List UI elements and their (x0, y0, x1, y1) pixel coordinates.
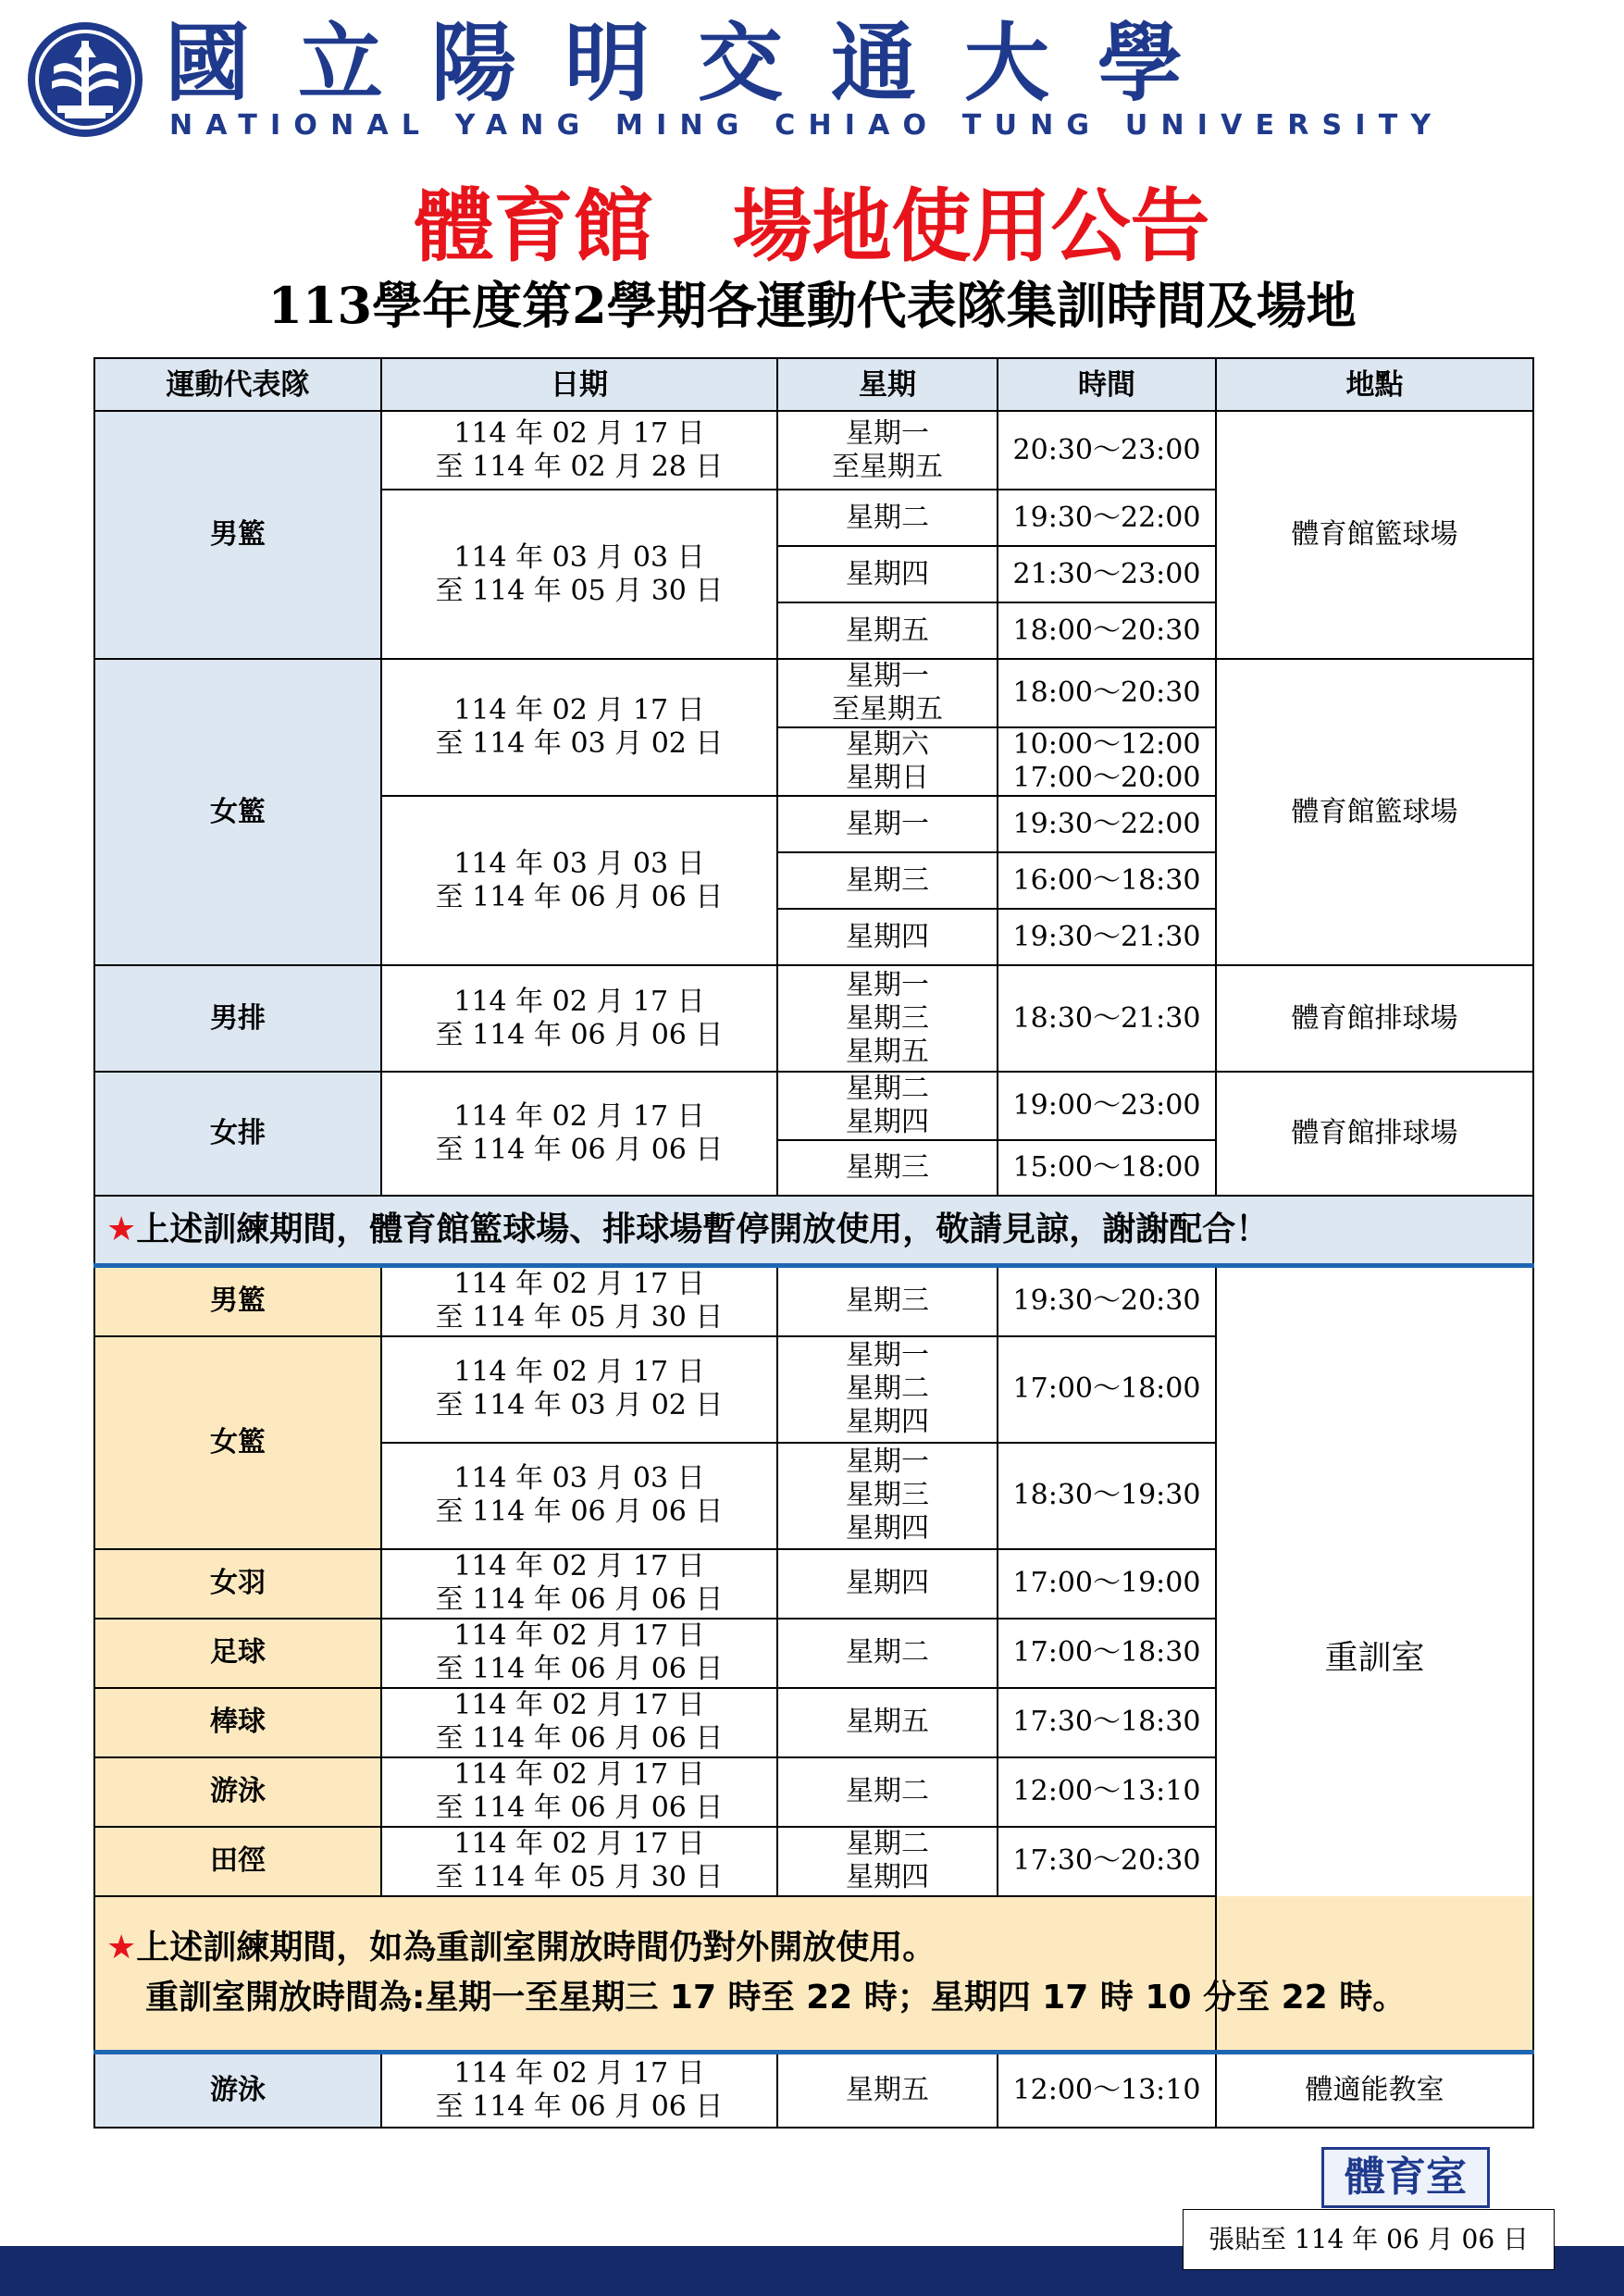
time-cell: 17:30～20:30 (998, 1827, 1216, 1896)
venue-cell: 重訓室 (1216, 1266, 1533, 2053)
time-cell: 15:00～18:00 (998, 1140, 1216, 1196)
weekday-cell: 星期一 星期三 星期四 (777, 1443, 998, 1549)
weekday-cell: 星期五 (777, 1688, 998, 1757)
date-cell: 114 年 02 月 17 日 至 114 年 06 月 06 日 (381, 1619, 777, 1688)
notice-text: ★上述訓練期間，如為重訓室開放時間仍對外開放使用。 重訓室開放時間為:星期一至星期三 17 時至 22 時；星期四 17 時 10 分至 22 時。 (94, 1896, 1533, 2053)
date-cell: 114 年 02 月 17 日 至 114 年 06 月 06 日 (381, 965, 777, 1072)
column-header-time: 時間 (998, 358, 1216, 411)
venue-cell: 體育館籃球場 (1216, 411, 1533, 659)
weekday-cell: 星期六 星期日 (777, 727, 998, 796)
time-cell: 18:30～21:30 (998, 965, 1216, 1072)
time-cell: 18:30～19:30 (998, 1443, 1216, 1549)
date-cell: 114 年 02 月 17 日 至 114 年 05 月 30 日 (381, 1827, 777, 1896)
table-row (94, 1072, 1533, 1140)
date-cell: 114 年 02 月 17 日 至 114 年 06 月 06 日 (381, 1072, 777, 1196)
star-icon: ★ (106, 1210, 137, 1248)
time-cell: 17:00～18:30 (998, 1619, 1216, 1688)
date-cell: 114 年 02 月 17 日 至 114 年 06 月 06 日 (381, 1549, 777, 1619)
weekday-cell: 星期二 星期四 (777, 1072, 998, 1140)
announcement-title: 體育館 場地使用公告 (414, 180, 1210, 273)
time-cell: 17:30～18:30 (998, 1688, 1216, 1757)
team-cell: 足球 (94, 1619, 381, 1688)
venue-cell: 體適能教室 (1216, 2052, 1533, 2128)
university-name-chinese: 國立陽明交通大學 (165, 14, 1232, 113)
weekday-cell: 星期三 (777, 1266, 998, 1336)
weekday-cell: 星期四 (777, 546, 998, 602)
weekday-cell: 星期一 至星期五 (777, 659, 998, 727)
table-row (94, 659, 1533, 727)
weekday-cell: 星期二 (777, 490, 998, 546)
weekday-cell: 星期三 (777, 852, 998, 909)
weekday-cell: 星期二 (777, 1619, 998, 1688)
weekday-cell: 星期三 (777, 1140, 998, 1196)
time-cell: 18:00～20:30 (998, 602, 1216, 659)
team-cell: 男排 (94, 965, 381, 1072)
table-row (94, 1266, 1533, 1336)
weekday-cell: 星期一 星期二 星期四 (777, 1336, 998, 1443)
time-cell: 12:00～13:10 (998, 2052, 1216, 2128)
team-cell: 游泳 (94, 1757, 381, 1827)
weekday-cell: 星期四 (777, 909, 998, 965)
column-header-venue: 地點 (1216, 358, 1533, 411)
team-cell: 女籃 (94, 1336, 381, 1549)
team-cell: 女籃 (94, 659, 381, 965)
time-cell: 12:00～13:10 (998, 1757, 1216, 1827)
date-cell: 114 年 02 月 17 日 至 114 年 03 月 02 日 (381, 1336, 777, 1443)
announcement-subtitle: 113學年度第2學期各運動代表隊集訓時間及場地 (267, 276, 1357, 335)
weekday-cell: 星期五 (777, 2052, 998, 2128)
note-row (94, 1896, 1533, 2053)
time-cell: 20:30～23:00 (998, 411, 1216, 490)
time-cell: 17:00～19:00 (998, 1549, 1216, 1619)
column-header-date: 日期 (381, 358, 777, 411)
date-cell: 114 年 03 月 03 日 至 114 年 06 月 06 日 (381, 1443, 777, 1549)
notice-text: ★上述訓練期間，體育館籃球場、排球場暫停開放使用，敬請見諒，謝謝配合！ (94, 1196, 1533, 1266)
header (0, 0, 1624, 148)
time-cell: 16:00～18:30 (998, 852, 1216, 909)
column-header-team: 運動代表隊 (94, 358, 381, 411)
date-cell: 114 年 02 月 17 日 至 114 年 03 月 02 日 (381, 659, 777, 796)
nycu-emblem-icon (26, 20, 144, 139)
date-cell: 114 年 02 月 17 日 至 114 年 02 月 28 日 (381, 411, 777, 490)
date-cell: 114 年 02 月 17 日 至 114 年 06 月 06 日 (381, 1688, 777, 1757)
date-cell: 114 年 02 月 17 日 至 114 年 05 月 30 日 (381, 1266, 777, 1336)
weekday-cell: 星期二 (777, 1757, 998, 1827)
date-cell: 114 年 03 月 03 日 至 114 年 05 月 30 日 (381, 490, 777, 659)
office-stamp: 體育室 (1321, 2147, 1490, 2208)
table-row (94, 411, 1533, 490)
team-cell: 游泳 (94, 2052, 381, 2128)
time-cell: 17:00～18:00 (998, 1336, 1216, 1443)
weekday-cell: 星期二 星期四 (777, 1827, 998, 1896)
venue-cell: 體育館排球場 (1216, 965, 1533, 1072)
note-row (94, 1196, 1533, 1266)
column-header-weekday: 星期 (777, 358, 998, 411)
date-cell: 114 年 02 月 17 日 至 114 年 06 月 06 日 (381, 2052, 777, 2128)
weekday-cell: 星期五 (777, 602, 998, 659)
weekday-cell: 星期一 (777, 796, 998, 852)
time-cell: 19:30～22:00 (998, 490, 1216, 546)
time-cell: 10:00～12:00 17:00～20:00 (998, 727, 1216, 796)
team-cell: 男籃 (94, 411, 381, 659)
time-cell: 19:30～20:30 (998, 1266, 1216, 1336)
time-cell: 19:30～22:00 (998, 796, 1216, 852)
weekday-cell: 星期一 至星期五 (777, 411, 998, 490)
time-cell: 18:00～20:30 (998, 659, 1216, 727)
weekday-cell: 星期一 星期三 星期五 (777, 965, 998, 1072)
date-cell: 114 年 02 月 17 日 至 114 年 06 月 06 日 (381, 1757, 777, 1827)
team-cell: 田徑 (94, 1827, 381, 1896)
venue-cell: 體育館籃球場 (1216, 659, 1533, 965)
weekday-cell: 星期四 (777, 1549, 998, 1619)
star-icon: ★ (106, 1929, 137, 1967)
time-cell: 19:30～21:30 (998, 909, 1216, 965)
team-cell: 棒球 (94, 1688, 381, 1757)
date-cell: 114 年 03 月 03 日 至 114 年 06 月 06 日 (381, 796, 777, 965)
time-cell: 19:00～23:00 (998, 1072, 1216, 1140)
time-cell: 21:30～23:00 (998, 546, 1216, 602)
table-row (94, 965, 1533, 1072)
team-cell: 女羽 (94, 1549, 381, 1619)
team-cell: 男籃 (94, 1266, 381, 1336)
university-name-english: NATIONAL YANG MING CHIAO TUNG UNIVERSITY (169, 109, 1444, 142)
venue-cell: 體育館排球場 (1216, 1072, 1533, 1196)
schedule-table (93, 357, 1534, 2128)
posting-deadline: 張貼至 114 年 06 月 06 日 (1183, 2209, 1555, 2270)
table-header-row (94, 358, 1533, 411)
table-row (94, 2052, 1533, 2128)
team-cell: 女排 (94, 1072, 381, 1196)
